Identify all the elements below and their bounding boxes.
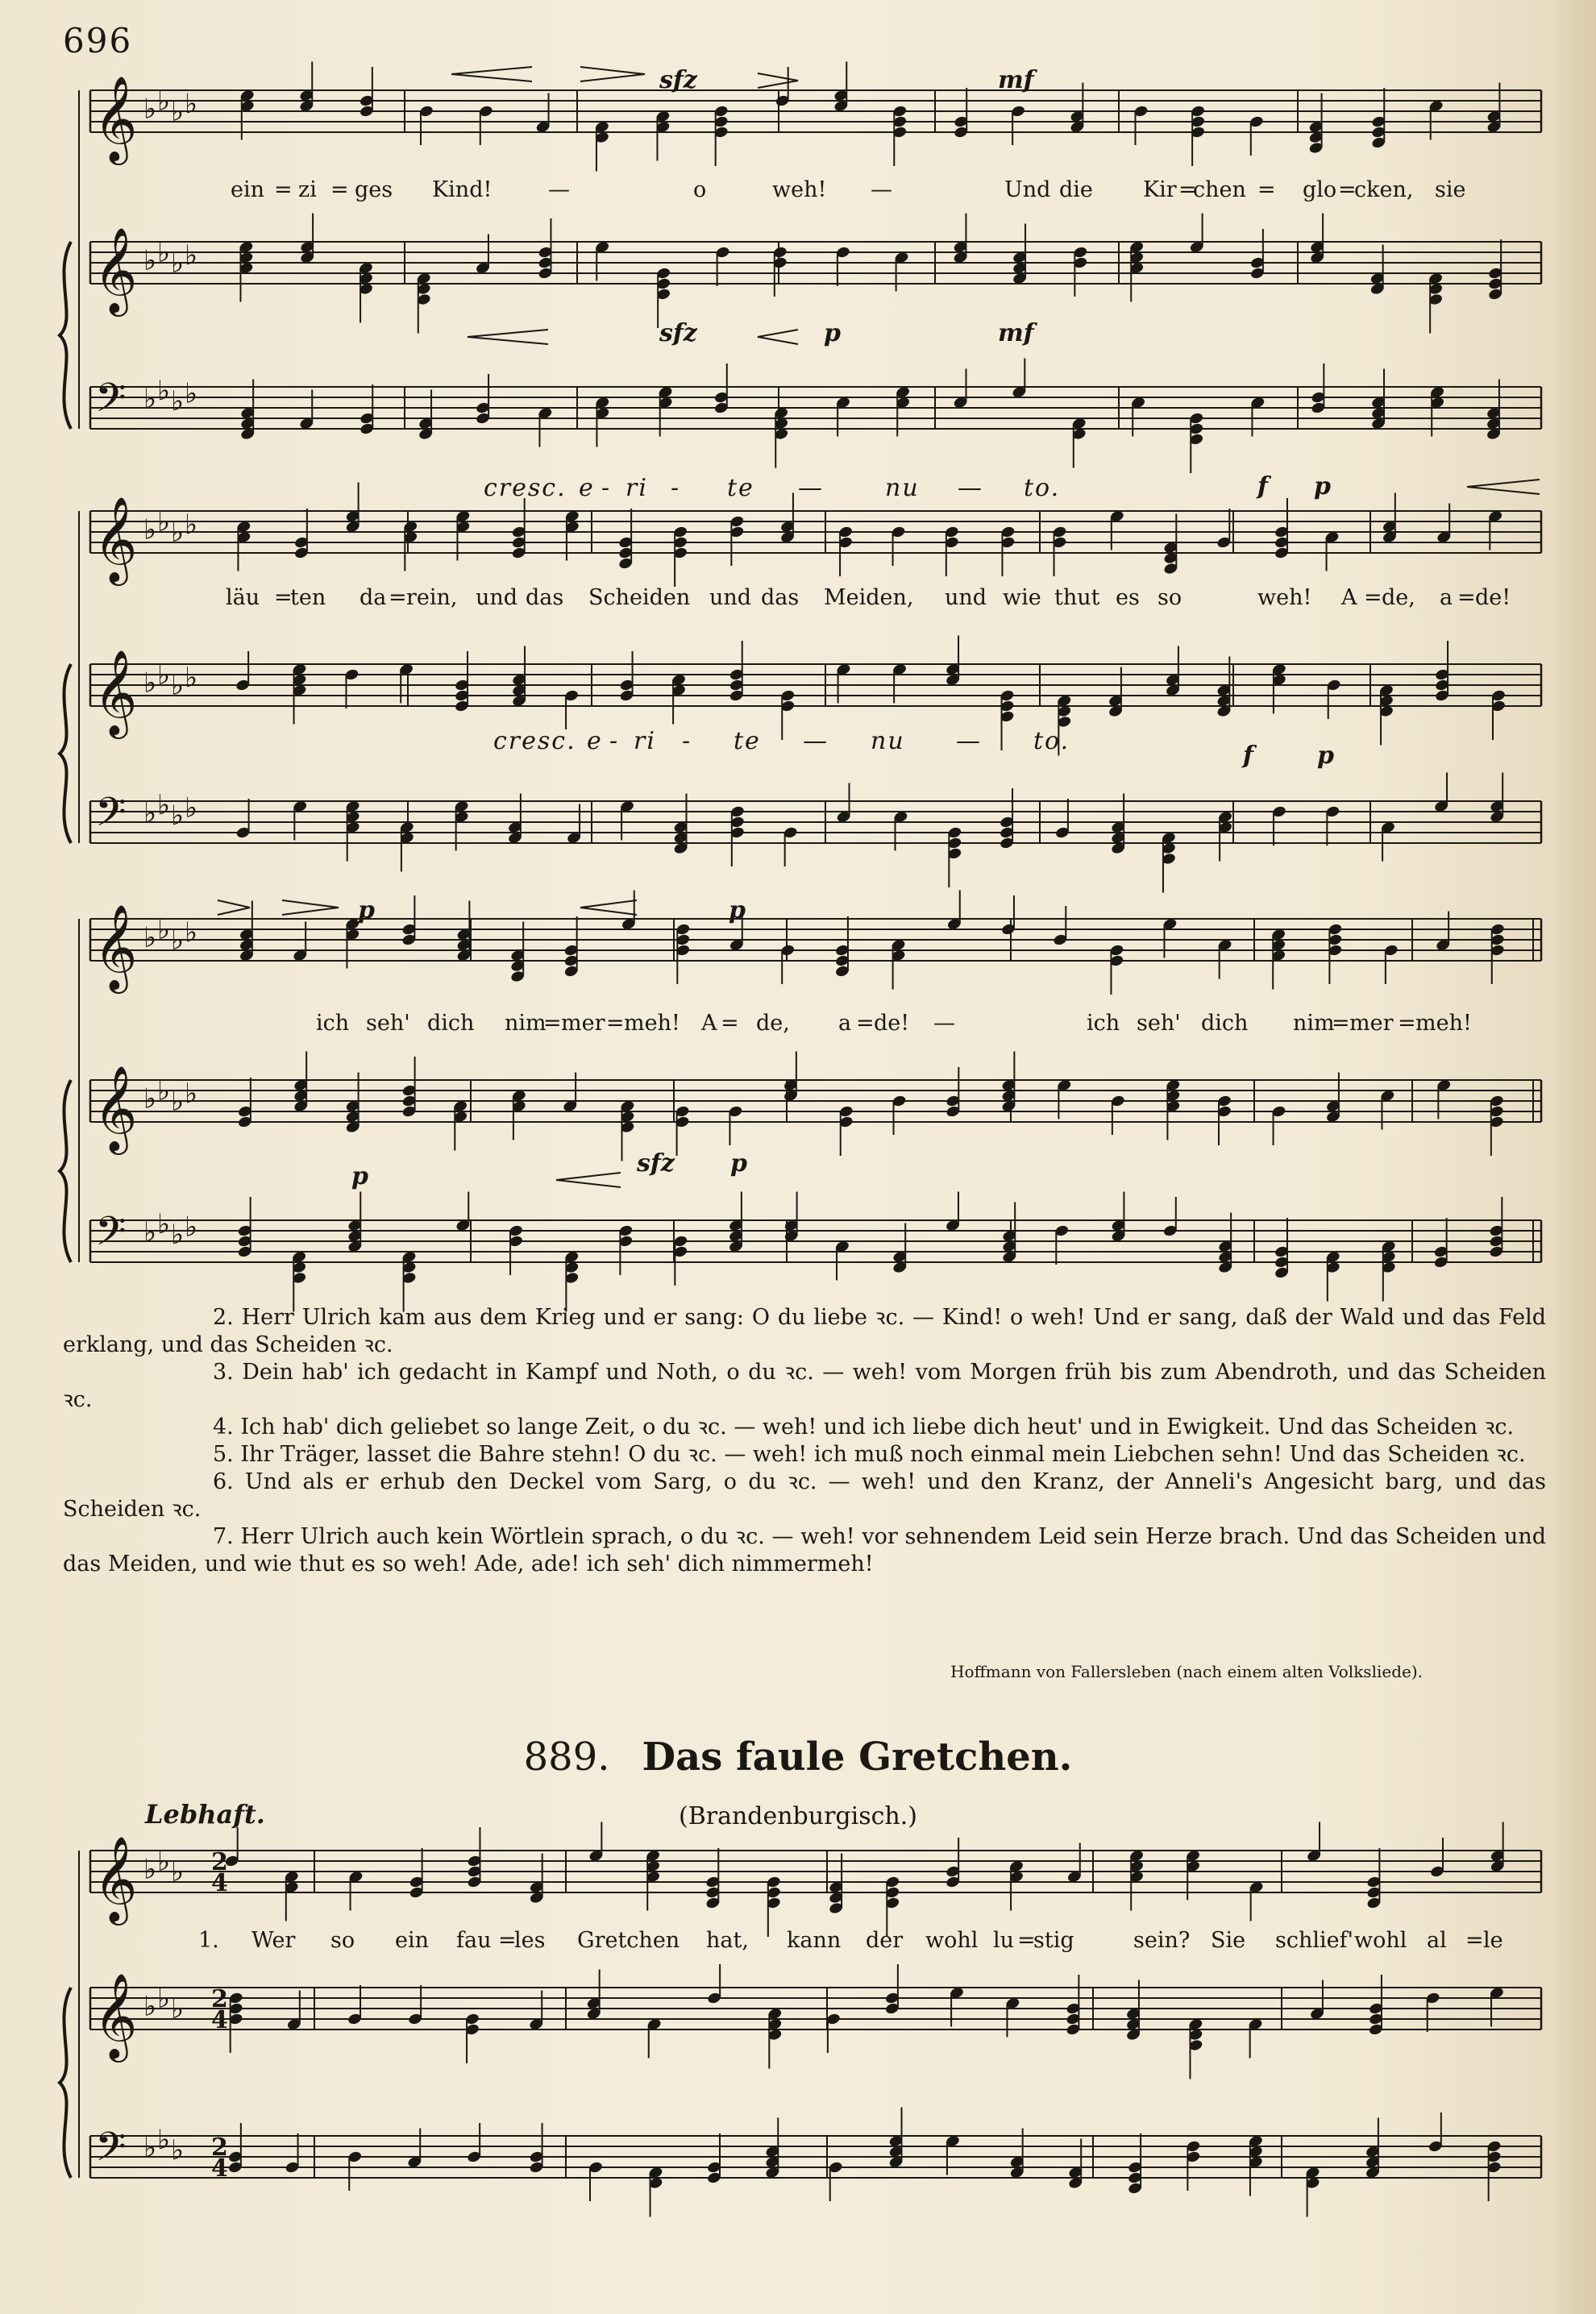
song-number: 889. <box>523 1734 610 1780</box>
cresc-word: - <box>609 727 620 755</box>
lyric: seh' <box>1137 1011 1181 1036</box>
cresc-word: te <box>734 727 761 755</box>
lyric: = <box>274 177 293 202</box>
flat-sign: ♭ <box>157 1208 171 1240</box>
lyric: und <box>709 585 752 610</box>
lyric: = <box>274 585 293 610</box>
cresc-word: - <box>682 727 692 755</box>
lyric: sein? <box>1133 1928 1191 1953</box>
lyric: de! <box>1475 585 1511 610</box>
cresc-word: — <box>803 727 829 755</box>
lyric: de! <box>874 1011 910 1036</box>
dynamic-f: f <box>1243 742 1253 770</box>
treble-clef: 𝄞 <box>94 904 138 990</box>
lyric: das <box>526 585 564 610</box>
lyric: cken, <box>1354 177 1414 202</box>
lyric: o <box>693 177 707 202</box>
flat-sign: ♭ <box>143 667 157 700</box>
cresc-word: e <box>587 727 603 755</box>
lyric: A <box>1341 585 1357 610</box>
flat-sign: ♭ <box>143 1990 157 2023</box>
lyric: Wer <box>251 1928 296 1953</box>
crescendo-hairpin <box>1467 480 1540 494</box>
lyric: ich <box>1087 1011 1120 1036</box>
flat-sign: ♭ <box>185 239 198 272</box>
flat-sign: ♭ <box>171 1992 185 2025</box>
dynamic-p: p <box>1314 472 1331 501</box>
flat-sign: ♭ <box>157 658 171 692</box>
flat-sign: ♭ <box>157 505 171 538</box>
lyric: a <box>1440 585 1453 610</box>
piano-brace <box>60 242 71 429</box>
flat-sign: ♭ <box>157 913 171 946</box>
decrescendo-hairpin <box>580 67 645 81</box>
treble-clef: 𝄞 <box>94 1835 138 1921</box>
time-signature: 2 <box>211 1985 228 2013</box>
decrescendo-hairpin <box>282 900 339 915</box>
cresc-word: — <box>956 727 982 755</box>
cresc-word: - <box>601 474 612 502</box>
flat-sign: ♭ <box>171 1219 185 1251</box>
author-credit: Hoffmann von Fallersleben (nach einem alten Volksliede). <box>950 1662 1423 1681</box>
lyric: = <box>1257 177 1276 202</box>
flat-sign: ♭ <box>185 791 198 825</box>
lyric: lu <box>993 1928 1015 1953</box>
cresc-word: nu <box>871 727 905 755</box>
flat-sign: ♭ <box>185 1077 198 1110</box>
tempo-marking: Lebhaft. <box>145 1799 265 1830</box>
treble-clef: 𝄞 <box>94 1065 138 1151</box>
flat-sign: ♭ <box>143 1853 157 1886</box>
cresc-word: ri <box>634 727 656 755</box>
flat-sign: ♭ <box>171 516 185 549</box>
flat-sign: ♭ <box>157 1845 171 1878</box>
lyric: Und <box>1004 177 1051 202</box>
lyric: ein <box>395 1928 430 1953</box>
dynamic-sfz: sfz <box>659 319 697 347</box>
lyric: ges <box>355 177 393 202</box>
lyric: al <box>1427 1928 1447 1953</box>
piano-brace <box>60 1988 71 2178</box>
lyric: a <box>838 1011 852 1036</box>
lyric: mer <box>1349 1011 1394 1036</box>
lyric: rein, <box>406 585 458 610</box>
cresc-word: nu <box>885 474 920 502</box>
lyric: wohl <box>925 1928 979 1953</box>
lyric: Sie <box>1211 1928 1246 1953</box>
flat-sign: ♭ <box>185 87 198 120</box>
lyric: = <box>1332 1011 1350 1036</box>
lyric: = <box>330 177 349 202</box>
lyric: = <box>856 1011 875 1036</box>
lyric: kann <box>787 1928 842 1953</box>
cresc-word: ri <box>626 474 648 502</box>
lyric: so <box>330 1928 355 1953</box>
cresc-word: to. <box>1033 727 1070 755</box>
lyric: = <box>1398 1011 1416 1036</box>
lyric: und <box>945 585 987 610</box>
lyric: wie <box>1003 585 1041 610</box>
time-signature: 2 <box>211 1848 228 1876</box>
lyric: de, <box>756 1011 790 1036</box>
flat-sign: ♭ <box>171 1085 185 1118</box>
flat-sign: ♭ <box>157 85 171 118</box>
lyric: chen <box>1193 177 1246 202</box>
flat-sign: ♭ <box>171 247 185 280</box>
flat-sign: ♭ <box>171 95 185 128</box>
lyric: le <box>1483 1928 1503 1953</box>
lyric: zi <box>298 177 317 202</box>
lyric: läu <box>226 585 260 610</box>
crescendo-hairpin <box>556 1173 621 1187</box>
verse-5: 5. Ihr Träger, lasset die Bahre stehn! O du ꝛc. — weh! ich muß noch einmal mein Liebchen sehn! Und das Scheiden ꝛc. <box>213 1442 1526 1467</box>
lyric: so <box>1158 585 1182 610</box>
song-heading <box>0 1734 1596 1780</box>
additional-verses <box>63 1304 1546 1578</box>
lyric: glo <box>1303 177 1337 202</box>
piano-brace <box>60 1080 71 1262</box>
lyric: fau <box>456 1928 492 1953</box>
lyric: weh! <box>1257 585 1312 610</box>
lyric: dich <box>1201 1011 1249 1036</box>
time-signature: 4 <box>211 2006 228 2034</box>
lyric: wohl <box>1354 1928 1407 1953</box>
lyric: sie <box>1435 177 1466 202</box>
flat-sign: ♭ <box>185 661 198 694</box>
crescendo-hairpin <box>580 900 637 915</box>
cresc-word: cresc. <box>484 474 567 502</box>
decrescendo-hairpin <box>758 73 798 88</box>
lyric: die <box>1059 177 1093 202</box>
bass-clef: 𝄢 <box>95 2124 127 2180</box>
flat-sign: ♭ <box>143 244 157 277</box>
flat-sign: ♭ <box>143 1082 157 1115</box>
flat-sign: ♭ <box>157 789 171 821</box>
lyric: seh' <box>366 1011 410 1036</box>
lyric: Kir <box>1143 177 1177 202</box>
dynamic-sfz: sfz <box>659 66 697 94</box>
lyric: = <box>1457 585 1476 610</box>
flat-sign: ♭ <box>171 669 185 702</box>
lyric: Gretchen <box>577 1928 680 1953</box>
time-signature: 4 <box>211 1869 228 1897</box>
dynamic-p: p <box>730 1149 747 1178</box>
lyric: schlief' <box>1275 1928 1354 1953</box>
lyric: weh! <box>772 177 827 202</box>
lyric: thut <box>1054 585 1100 610</box>
lyric: 1. <box>198 1928 219 1953</box>
crescendo-hairpin <box>451 67 532 81</box>
dynamic-p: p <box>1317 742 1334 770</box>
crescendo-hairpin <box>468 330 548 344</box>
flat-sign: ♭ <box>185 916 198 949</box>
cresc-word: — <box>798 474 824 502</box>
lyric: da <box>360 585 387 610</box>
lyric: = <box>606 1011 625 1036</box>
dynamic-sfz: sfz <box>637 1149 675 1178</box>
lyric: les <box>514 1928 546 1953</box>
flat-sign: ♭ <box>185 377 198 410</box>
cresc-word: e <box>579 474 595 502</box>
flat-sign: ♭ <box>157 1982 171 2015</box>
verse-2: 2. Herr Ulrich kam aus dem Krieg und er sang: O du liebe ꝛc. — Kind! o weh! Und er sang, daß der Wald und das Feld erklang, und das Scheiden ꝛc. <box>63 1305 1546 1357</box>
crescendo-hairpin <box>758 330 798 344</box>
treble-clef: 𝄞 <box>94 649 138 735</box>
lyric: — <box>871 177 892 202</box>
lyric: nim <box>1293 1011 1335 1036</box>
lyric: ten <box>290 585 326 610</box>
dynamic-p: p <box>729 896 746 924</box>
flat-sign: ♭ <box>143 93 157 126</box>
bass-clef: 𝄢 <box>95 375 127 431</box>
lyric: hat, <box>706 1928 749 1953</box>
flat-sign: ♭ <box>157 236 171 269</box>
lyric: — <box>548 177 570 202</box>
flat-sign: ♭ <box>157 2124 171 2156</box>
flat-sign: ♭ <box>143 2131 157 2164</box>
lyric: = <box>389 585 407 610</box>
lyric: = <box>543 1011 562 1036</box>
flat-sign: ♭ <box>143 921 157 954</box>
lyric: Kind! <box>432 177 493 202</box>
flat-sign: ♭ <box>157 375 171 407</box>
treble-clef: 𝄞 <box>94 496 138 582</box>
lyric: = <box>1017 1928 1036 1953</box>
flat-sign: ♭ <box>157 1074 171 1107</box>
page-number: 696 <box>63 21 133 60</box>
lyric: dich <box>427 1011 475 1036</box>
flat-sign: ♭ <box>143 513 157 546</box>
dynamic-mf: mf <box>998 319 1034 347</box>
song-origin: (Brandenburgisch.) <box>678 1802 917 1830</box>
treble-clef: 𝄞 <box>94 1972 138 2059</box>
treble-clef: 𝄞 <box>94 75 138 161</box>
lyric: es <box>1116 585 1140 610</box>
lyric: nim <box>505 1011 547 1036</box>
lyric: — <box>933 1011 955 1036</box>
flat-sign: ♭ <box>143 1215 157 1248</box>
lyric: der <box>866 1928 904 1953</box>
bass-clef: 𝄢 <box>95 789 127 845</box>
flat-sign: ♭ <box>185 1211 198 1244</box>
lyric: = <box>721 1011 739 1036</box>
flat-sign: ♭ <box>171 2134 185 2167</box>
flat-sign: ♭ <box>185 508 198 541</box>
lyric: = <box>1178 177 1197 202</box>
lyric: Meiden, <box>824 585 914 610</box>
verse-7: 7. Herr Ulrich auch kein Wörtlein sprach, o du ꝛc. — weh! vor sehnendem Leid sein Herze brach. Und das Scheiden und das Meiden, und wie thut es so weh! Ade, ade! ich seh' dich nimmermeh! <box>63 1524 1546 1577</box>
lyric: A <box>701 1011 717 1036</box>
lyric: das <box>761 585 800 610</box>
treble-clef: 𝄞 <box>94 226 138 313</box>
dynamic-mf: mf <box>998 66 1034 94</box>
lyric: Scheiden <box>588 585 691 610</box>
lyric: = <box>498 1928 517 1953</box>
decrescendo-hairpin <box>218 900 250 915</box>
lyric: = <box>1338 177 1357 202</box>
dynamic-p: p <box>351 1162 368 1190</box>
time-signature: 2 <box>211 2133 228 2162</box>
cresc-word: cresc. <box>493 727 576 755</box>
cresc-word: - <box>671 474 681 502</box>
verse-6: 6. Und als er erhub den Deckel vom Sarg, o du ꝛc. — weh! und den Kranz, der Anneli's Angesicht barg, und das Scheiden ꝛc. <box>63 1469 1546 1522</box>
dynamic-p: p <box>358 896 375 924</box>
lyric: ein <box>231 177 265 202</box>
lyric: meh! <box>1415 1011 1472 1036</box>
verse-3: 3. Dein hab' ich gedacht in Kampf und Noth, o du ꝛc. — weh! vom Morgen früh bis zum Abendroth, und das Scheiden ꝛc. <box>63 1360 1546 1412</box>
lyric: = <box>1364 585 1382 610</box>
flat-sign: ♭ <box>171 800 185 832</box>
flat-sign: ♭ <box>143 382 157 415</box>
dynamic-p: p <box>824 319 841 347</box>
dynamic-f: f <box>1257 472 1268 501</box>
lyric: und <box>476 585 518 610</box>
lyric: de, <box>1382 585 1415 610</box>
lyric: mer <box>561 1011 605 1036</box>
lyric: ich <box>316 1011 350 1036</box>
cresc-word: te <box>727 474 754 502</box>
flat-sign: ♭ <box>171 385 185 418</box>
cresc-word: — <box>958 474 983 502</box>
time-signature: 4 <box>211 2154 228 2183</box>
lyric: meh! <box>624 1011 680 1036</box>
verse-4: 4. Ich hab' dich geliebet so lange Zeit, o du ꝛc. — weh! und ich liebe dich heut' und in Ewigkeit. Und das Scheiden ꝛc. <box>213 1415 1515 1439</box>
lyric: = <box>1465 1928 1484 1953</box>
flat-sign: ♭ <box>171 924 185 957</box>
lyric: stig <box>1033 1928 1074 1953</box>
flat-sign: ♭ <box>143 796 157 829</box>
song-title: Das faule Gretchen. <box>642 1734 1073 1780</box>
piano-brace <box>60 664 71 843</box>
bass-clef: 𝄢 <box>95 1208 127 1265</box>
flat-sign: ♭ <box>171 1855 185 1888</box>
cresc-word: to. <box>1024 474 1061 502</box>
